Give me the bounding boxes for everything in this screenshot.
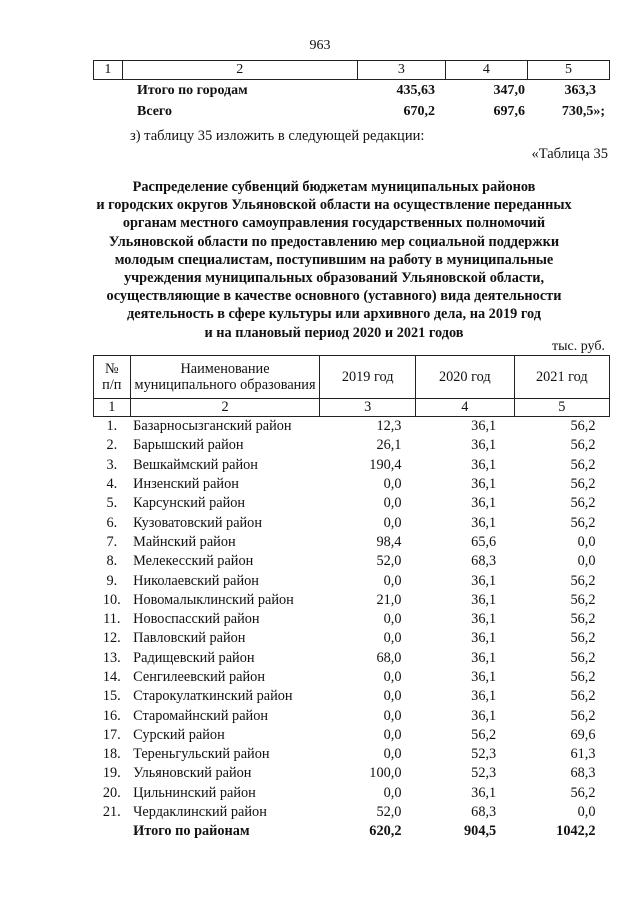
title-line: Распределение субвенций бюджетам муниципальных районов [132, 179, 536, 195]
value-2020: 347,0 [493, 83, 525, 98]
table-row [94, 745, 610, 764]
row-number: 18. [102, 746, 121, 763]
table-row [94, 591, 610, 610]
unit-label: тыс. руб. [552, 339, 605, 354]
district-name: Сурский район [133, 726, 225, 743]
index-cell: 4 [415, 399, 514, 417]
table-row [94, 436, 610, 455]
value-2020: 36,1 [471, 572, 497, 589]
header-2020: 2020 год [415, 356, 514, 399]
value-2020: 52,3 [471, 765, 497, 782]
value-2020: 68,3 [471, 553, 497, 570]
value-2021: 0,0 [577, 804, 596, 821]
district-name: Кузоватовский район [133, 514, 262, 531]
header-name: Наименование муниципального образования [130, 356, 320, 399]
row-label: Итого по городам [137, 83, 248, 98]
row-number [94, 822, 131, 841]
value-2020: 36,1 [471, 437, 497, 454]
value-2020: 36,1 [471, 688, 497, 705]
value-2020: 36,1 [471, 418, 497, 435]
title-line: органам местного самоуправления государственных полномочий [122, 215, 546, 232]
value-2019: 0,0 [383, 495, 402, 512]
district-name: Инзенский район [133, 476, 239, 493]
value-2021: 69,6 [570, 726, 596, 743]
table-row [94, 803, 610, 822]
value-2020: 36,1 [471, 591, 497, 608]
value-2019: 52,0 [376, 804, 402, 821]
subventions-table [93, 355, 610, 842]
value-2019: 100,0 [369, 765, 402, 782]
row-number: 6. [106, 514, 118, 531]
district-name: Вешкаймский район [133, 456, 258, 473]
value-2019: 190,4 [369, 456, 402, 473]
title-line: осуществляющие в качестве основного (уставного) вида деятельности [106, 288, 562, 305]
district-name: Мелекесский район [133, 553, 254, 570]
col-index-5: 5 [527, 61, 609, 80]
value-2021: 1042,2 [556, 823, 596, 840]
district-name: Николаевский район [133, 572, 259, 589]
title-line: Ульяновской области по предоставлению мер социальной поддержки [108, 233, 560, 250]
value-2019: 0,0 [383, 726, 402, 743]
value-2020: 36,1 [471, 495, 497, 512]
table-title [78, 178, 590, 342]
district-name: Ульяновский район [133, 765, 252, 782]
index-cell: 1 [94, 399, 131, 417]
row-number: 11. [103, 611, 121, 628]
value-2021: 56,2 [570, 611, 596, 628]
index-cell: 5 [514, 399, 609, 417]
district-name: Барышский район [133, 437, 244, 454]
grand-total-row [0, 104, 640, 124]
value-2021: 56,2 [570, 630, 596, 647]
header-2021: 2021 год [514, 356, 609, 399]
value-2021: 56,2 [570, 649, 596, 666]
row-number: 9. [106, 572, 118, 589]
table-row [94, 726, 610, 745]
value-2020: 36,1 [471, 649, 497, 666]
total-row [94, 822, 610, 841]
district-name: Новоспасский район [133, 611, 260, 628]
row-number: 3. [106, 456, 118, 473]
value-2020: 52,3 [471, 746, 497, 763]
district-name: Тереньгульский район [133, 746, 270, 763]
value-2019: 0,0 [383, 669, 402, 685]
district-name: Майнский район [133, 533, 236, 550]
value-2021: 56,2 [570, 688, 596, 705]
row-number: 1. [106, 418, 118, 435]
row-number: 13. [102, 649, 121, 666]
title-line: молодым специалистам, поступившим на работу в муниципальные [114, 251, 554, 268]
col-index-4: 4 [445, 61, 527, 80]
value-2020: 36,1 [471, 630, 497, 647]
table-row [94, 494, 610, 513]
value-2021: 56,2 [570, 572, 596, 589]
row-number: 5. [106, 495, 118, 512]
previous-table-header [93, 60, 610, 80]
value-2021: 56,2 [570, 456, 596, 473]
value-2021: 56,2 [570, 707, 596, 724]
value-2020: 36,1 [471, 476, 497, 493]
value-2020: 68,3 [471, 804, 497, 821]
value-2021: 56,2 [570, 495, 596, 512]
row-number: 16. [102, 707, 121, 724]
value-2019: 12,3 [376, 418, 402, 435]
value-2021: 61,3 [570, 746, 596, 763]
district-name: Карсунский район [133, 495, 246, 512]
value-2019: 0,0 [383, 611, 402, 628]
table-row [94, 552, 610, 571]
district-name: Цильнинский район [133, 784, 256, 801]
table-row [94, 533, 610, 552]
value-2021: 730,5»; [561, 104, 605, 119]
cities-total-row [0, 83, 640, 103]
table-row [94, 513, 610, 532]
row-number: 7. [106, 533, 118, 550]
value-2021: 363,3 [564, 83, 596, 98]
value-2021: 0,0 [577, 533, 596, 550]
value-2019: 0,0 [383, 630, 402, 647]
value-2020: 36,1 [471, 456, 497, 473]
value-2019: 435,63 [396, 83, 435, 98]
district-name: Радищевский район [133, 649, 255, 666]
row-number: 2. [106, 437, 118, 454]
instruction-text: з) таблицу 35 изложить в следующей редакции: [130, 128, 425, 144]
value-2020: 36,1 [471, 514, 497, 531]
row-number: 21. [102, 804, 121, 821]
value-2019: 68,0 [376, 649, 402, 666]
table-reference: «Таблица 35 [531, 146, 608, 162]
row-number: 12. [102, 630, 121, 647]
title-line: учреждения муниципальных образований Ульяновской области, [123, 270, 545, 287]
col-index-2: 2 [122, 61, 357, 80]
value-2021: 68,3 [570, 765, 596, 782]
value-2019: 0,0 [383, 514, 402, 531]
row-number: 20. [102, 784, 121, 801]
table-row [94, 687, 610, 706]
table-row [94, 417, 610, 437]
district-name: Итого по районам [133, 823, 250, 840]
value-2019: 21,0 [376, 591, 402, 608]
title-line: деятельность в сфере культуры или архивного дела, на 2019 год [127, 306, 541, 323]
value-2021: 56,2 [570, 591, 596, 608]
value-2019: 620,2 [369, 823, 402, 840]
table-row [94, 456, 610, 475]
value-2021: 0,0 [577, 553, 596, 570]
value-2020: 697,6 [493, 104, 525, 119]
row-number: 4. [106, 476, 118, 493]
value-2019: 0,0 [383, 572, 402, 589]
row-number: 17. [102, 726, 121, 743]
value-2020: 36,1 [471, 669, 497, 685]
row-number: 10. [102, 591, 121, 608]
value-2020: 65,6 [471, 533, 497, 550]
value-2021: 56,2 [570, 418, 596, 435]
value-2020: 36,1 [471, 611, 497, 628]
value-2020: 56,2 [471, 726, 497, 743]
table-row [94, 668, 610, 687]
header-number: № п/п [94, 356, 131, 399]
row-number: 19. [102, 765, 121, 782]
value-2019: 670,2 [403, 104, 435, 119]
value-2021: 56,2 [570, 514, 596, 531]
district-name: Чердаклинский район [133, 804, 267, 821]
table-row [94, 571, 610, 590]
value-2019: 0,0 [383, 476, 402, 493]
column-index-row [94, 399, 610, 417]
district-name: Павловский район [133, 630, 246, 647]
value-2019: 0,0 [383, 784, 402, 801]
value-2019: 0,0 [383, 707, 402, 724]
district-name: Базарносызганский район [133, 418, 292, 435]
district-name: Сенгилеевский район [133, 669, 265, 685]
row-label: Всего [137, 104, 172, 119]
value-2021: 56,2 [570, 669, 596, 685]
header-2019: 2019 год [320, 356, 416, 399]
page-number: 963 [309, 38, 331, 53]
table-row [94, 706, 610, 725]
table-row [94, 629, 610, 648]
value-2021: 56,2 [570, 476, 596, 493]
col-index-1: 1 [94, 61, 123, 80]
value-2019: 26,1 [376, 437, 402, 454]
value-2019: 0,0 [383, 746, 402, 763]
value-2020: 36,1 [471, 784, 497, 801]
title-line: и на плановый период 2020 и 2021 годов [204, 324, 464, 341]
value-2021: 56,2 [570, 784, 596, 801]
value-2021: 56,2 [570, 437, 596, 454]
value-2019: 98,4 [376, 533, 402, 550]
table-row [94, 610, 610, 629]
table-row [94, 764, 610, 783]
table-row [94, 784, 610, 803]
district-name: Старокулаткинский район [133, 688, 293, 705]
table-row [94, 475, 610, 494]
index-cell: 2 [130, 399, 320, 417]
row-number: 8. [106, 553, 118, 570]
row-number: 14. [102, 669, 121, 685]
table-row [94, 649, 610, 668]
title-line: и городских округов Ульяновской области на осуществление переданных [96, 197, 572, 214]
district-name: Новомалыклинский район [133, 591, 294, 608]
col-index-3: 3 [357, 61, 445, 80]
row-number: 15. [102, 688, 121, 705]
value-2019: 0,0 [383, 688, 402, 705]
district-name: Старомайнский район [133, 707, 268, 724]
index-cell: 3 [320, 399, 416, 417]
value-2019: 52,0 [376, 553, 402, 570]
value-2020: 904,5 [464, 823, 497, 840]
value-2020: 36,1 [471, 707, 497, 724]
